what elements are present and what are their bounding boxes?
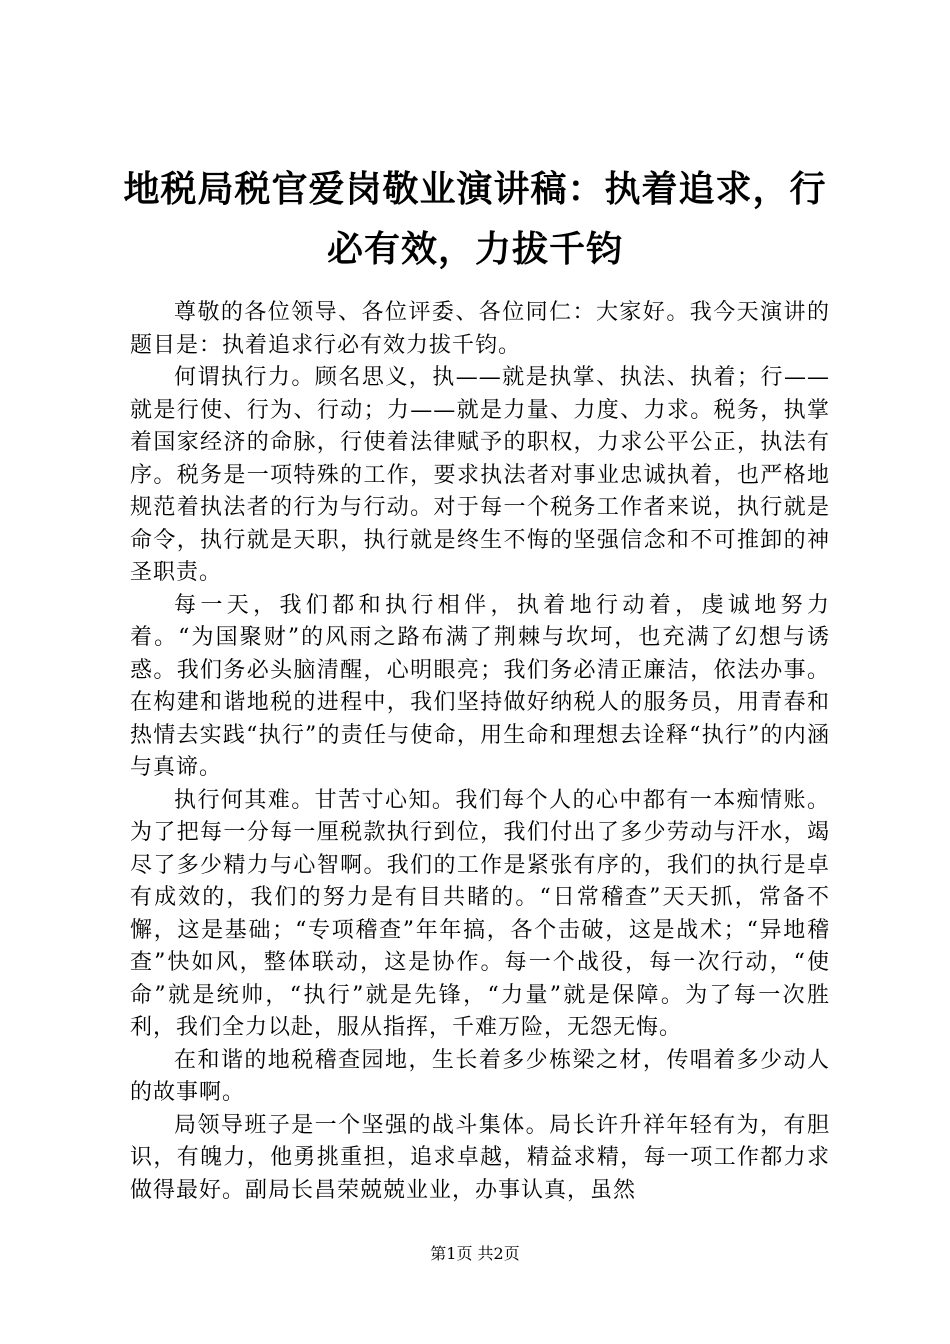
paragraph: 在和谐的地税稽查园地，生长着多少栋梁之材，传唱着多少动人的故事啊。 bbox=[130, 1047, 830, 1105]
paragraph: 局领导班子是一个坚强的战斗集体。局长许升祥年轻有为，有胆识，有魄力，他勇挑重担，追求卓越，精益求精，每一项工作都力求做得最好。副局长昌荣兢兢业业，办事认真，虽然 bbox=[130, 1112, 830, 1203]
paragraph: 尊敬的各位领导、各位评委、各位同仁：大家好。我今天演讲的题目是：执着追求行必有效力拔千钧。 bbox=[130, 300, 830, 358]
paragraph: 何谓执行力。顾名思义，执——就是执掌、执法、执着；行——就是行使、行为、行动；力——就是力量、力度、力求。税务，执掌着国家经济的命脉，行使着法律赋予的职权，力求公平公正，执法有序。税务是一项特殊的工作，要求执法者对事业忠诚执着，也严格地规范着执法者的行为与行动。对于每一个税务工作者来说，执行就是命令，执行就是天职，执行就是终生不悔的坚强信念和不可推卸的神圣职责。 bbox=[130, 365, 830, 585]
document-title: 地税局税官爱岗敬业演讲稿：执着追求，行必有效，力拔千钧 bbox=[123, 169, 827, 270]
paragraph: 执行何其难。甘苦寸心知。我们每个人的心中都有一本痴情账。为了把每一分每一厘税款执行到位，我们付出了多少劳动与汗水，竭尽了多少精力与心智啊。我们的工作是紧张有序的，我们的执行是卓有成效的，我们的努力是有目共睹的。“日常稽查”天天抓，常备不懈，这是基础；“专项稽查”年年搞，各个击破，这是战术；“异地稽查”快如风，整体联动，这是协作。每一个战役，每一次行动，“使命”就是统帅，“执行”就是先锋，“力量”就是保障。为了每一次胜利，我们全力以赴，服从指挥，千难万险，无怨无悔。 bbox=[130, 787, 830, 1040]
document-body bbox=[130, 297, 830, 1207]
paragraph: 每一天，我们都和执行相伴，执着地行动着，虔诚地努力着。“为国聚财”的风雨之路布满了荆棘与坎坷，也充满了幻想与诱惑。我们务必头脑清醒，心明眼亮；我们务必清正廉洁，依法办事。在构建和谐地税的进程中，我们坚持做好纳税人的服务员，用青春和热情去实践“执行”的责任与使命，用生命和理想去诠释“执行”的内涵与真谛。 bbox=[130, 592, 830, 780]
page-number-footer: 第1页 共2页 bbox=[430, 1244, 520, 1263]
